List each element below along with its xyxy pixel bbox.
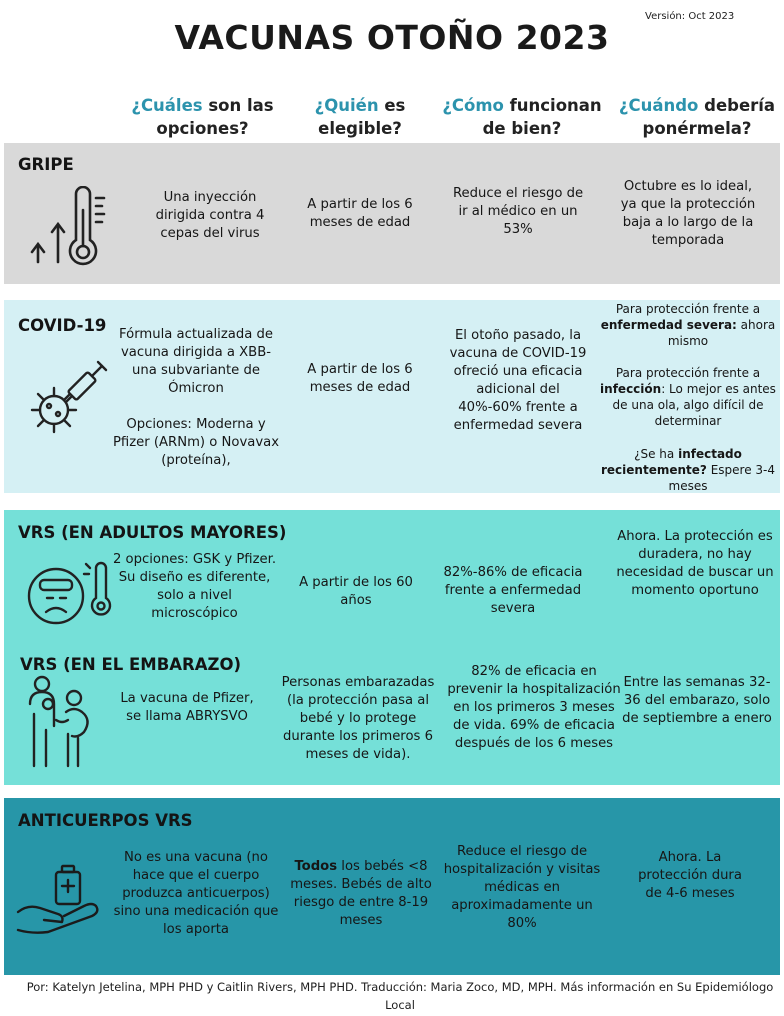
credits-footer: Por: Katelyn Jetelina, MPH PHD y Caitlin Rivers, MPH PHD. Traducción: Maria Zoco, MD, MPH. Más información en Su Epidemiólogo Local	[26, 980, 774, 1012]
covid-when-severe-b: enfermedad severa:	[600, 318, 737, 332]
flu-eligible: A partir de los 6 meses de edad	[307, 197, 413, 230]
covid-when-severe-c: ahora mismo	[667, 318, 776, 348]
flu-when: Octubre es lo ideal, ya que la protección baja a lo largo de la temporada	[620, 179, 756, 248]
rsv-pregnancy-options: La vacuna de Pfizer, se llama ABRYSVO	[120, 691, 254, 724]
version-label: Versión: Oct 2023	[645, 11, 735, 22]
family-icon	[20, 674, 106, 770]
covid-efficacy: El otoño pasado, la vacuna de COVID-19 ofreció una eficacia adicional del 40%-60% frente a enfermedad severa	[449, 328, 587, 433]
covid-when-recent-c: Espere 3-4 meses	[668, 463, 775, 493]
sick-face-icon	[26, 558, 112, 630]
rsv-pregnancy-when: Entre las semanas 32-36 del embarazo, solo de septiembre a enero	[622, 675, 772, 726]
covid-when-infection-b: infección	[600, 382, 662, 396]
antibodies-options: No es una vacuna (no hace que el cuerpo produzca anticuerpos) sino una medicación que los aporta	[113, 850, 279, 937]
antibodies-when: Ahora. La protección dura de 4-6 meses	[638, 850, 742, 901]
antibodies-label: ANTICUERPOS VRS	[18, 811, 193, 830]
covid-when-recent	[594, 446, 782, 494]
flu-label: GRIPE	[18, 155, 74, 174]
antibodies-efficacy: Reduce el riesgo de hospitalización y visitas médicas en aproximadamente un 80%	[443, 844, 601, 931]
covid-when-severe	[594, 301, 782, 349]
header-eligible	[300, 94, 420, 140]
header-efficacy	[430, 94, 614, 140]
antibodies-eligible-bold: Todos	[294, 859, 338, 874]
covid-when-recent-b: infectado recientemente?	[601, 447, 742, 477]
rsv-adults-when: Ahora. La protección es duradera, no hay necesidad de buscar un momento oportuno	[616, 529, 774, 598]
page-title: VACUNAS OTOÑO 2023	[174, 18, 610, 57]
header-when-rest: debería ponérmela?	[642, 96, 776, 138]
rsv-pregnancy-label: VRS (EN EL EMBARAZO)	[20, 655, 242, 674]
covid-eligible: A partir de los 6 meses de edad	[307, 362, 413, 395]
antibodies-eligible-rest: los bebés <8 meses. Bebés de alto riesgo de entre 8-19 meses	[290, 859, 432, 928]
virus-syringe-icon	[26, 356, 112, 438]
header-when-highlight: ¿Cuándo	[618, 96, 699, 115]
header-when	[610, 94, 784, 140]
flu-options: Una inyección dirigida contra 4 cepas del virus	[155, 190, 265, 241]
flu-efficacy: Reduce el riesgo de ir al médico en un 53%	[452, 186, 584, 237]
rsv-pregnancy-eligible: Personas embarazadas (la protección pasa al bebé y lo protege durante los primeros 6 meses de vida).	[281, 675, 435, 762]
rsv-adults-label: VRS (EN ADULTOS MAYORES)	[18, 523, 287, 542]
covid-when-infection	[594, 365, 782, 429]
antibodies-eligible	[290, 858, 432, 930]
covid-when-severe-a: Para protección frente a	[615, 302, 761, 316]
rsv-pregnancy-efficacy: 82% de eficacia en prevenir la hospitalización en los primeros 3 meses de vida. 69% de eficacia después de los 6 meses	[447, 664, 621, 751]
rsv-adults-eligible: A partir de los 60 años	[299, 575, 413, 608]
header-eligible-rest: es elegible?	[318, 96, 406, 138]
rsv-adults-efficacy: 82%-86% de eficacia frente a enfermedad severa	[443, 565, 583, 616]
covid-options-brands: Opciones: Moderna y Pfizer (ARNm) o Novavax (proteína),	[112, 417, 280, 468]
hand-medication-icon	[16, 862, 106, 938]
covid-when-infection-a: Para protección frente a	[615, 366, 761, 380]
covid-when-infection-c: : Lo mejor es antes de una ola, algo difícil de determinar	[612, 382, 776, 428]
header-options	[120, 94, 285, 140]
rsv-adults-options: 2 opciones: GSK y Pfizer. Su diseño es diferente, solo a nivel microscópico	[112, 552, 277, 621]
header-eligible-highlight: ¿Quién	[314, 96, 379, 115]
thermometer-icon	[26, 186, 112, 268]
header-efficacy-highlight: ¿Cómo	[442, 96, 504, 115]
covid-label: COVID-19	[18, 316, 107, 335]
covid-options-formula: Fórmula actualizada de vacuna dirigida a XBB- una subvariante de Ómicron	[119, 327, 273, 396]
covid-when-recent-a: ¿Se ha	[634, 447, 679, 461]
header-options-highlight: ¿Cuáles	[131, 96, 203, 115]
header-options-rest: son las opciones?	[156, 96, 274, 138]
header-efficacy-rest: funcionan de bien?	[482, 96, 602, 138]
